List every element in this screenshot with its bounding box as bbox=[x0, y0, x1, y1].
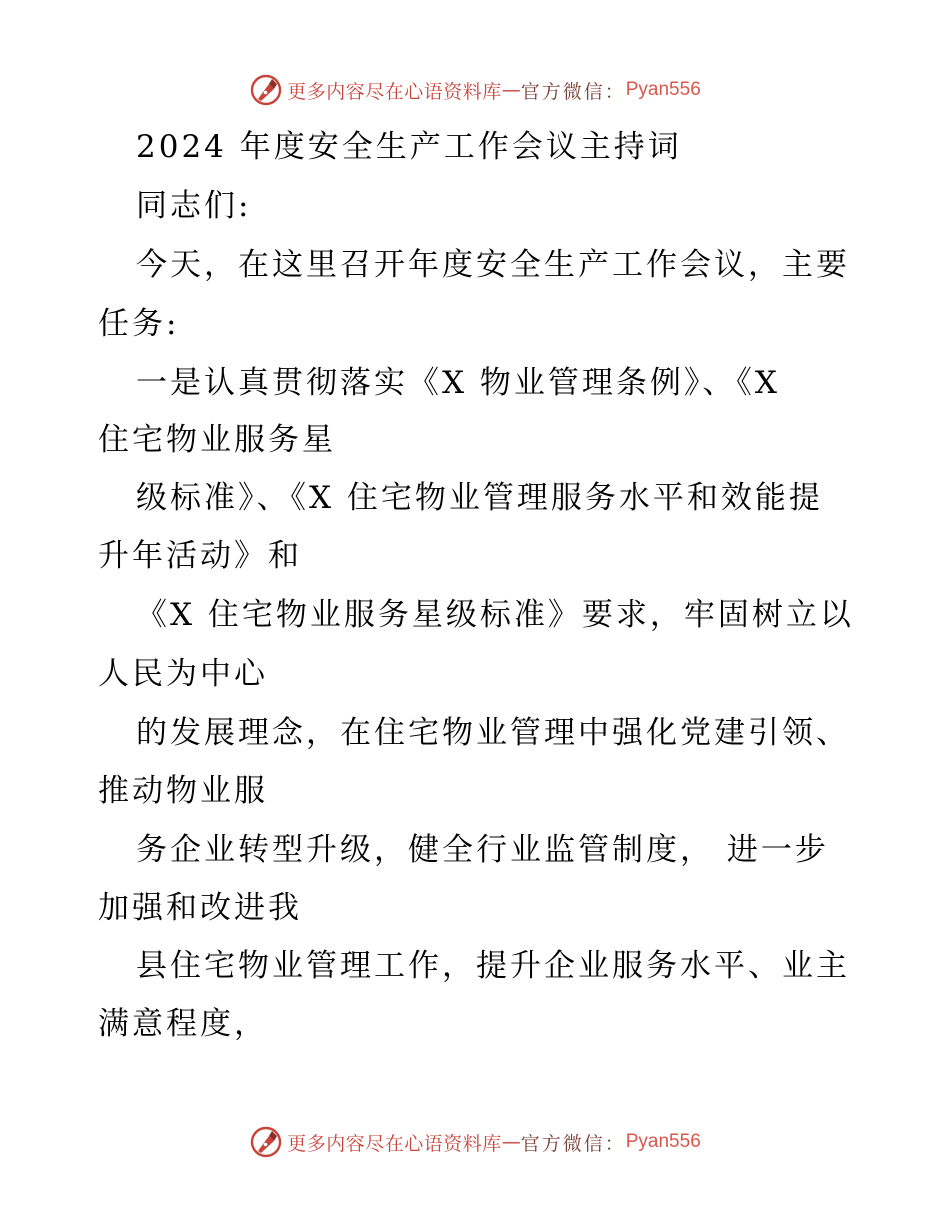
watermark-dash: — bbox=[501, 1131, 521, 1153]
paragraph-line: 升年活动》和 bbox=[98, 538, 302, 574]
paragraph-line: 的发展理念，在住宅物业管理中强化党建引领、 bbox=[136, 715, 850, 751]
watermark-wechat-label: 官方微信： bbox=[520, 80, 626, 103]
document-title: 2024 年度安全生产工作会议主持词 bbox=[136, 129, 682, 165]
watermark-main-text: 更多内容尽在心语资料库 bbox=[287, 1132, 502, 1155]
paragraph-line: 今天，在这里召开年度安全生产工作会议，主要 bbox=[136, 247, 850, 283]
paragraph-line: 人民为中心 bbox=[98, 656, 268, 692]
paragraph-line: 级标准》、《X 住宅物业管理服务水平和效能提 bbox=[136, 480, 823, 516]
paragraph-line: 住宅物业服务星 bbox=[98, 422, 336, 458]
salutation: 同志们: bbox=[136, 188, 252, 224]
watermark-wechat-label: 官方微信： bbox=[520, 1132, 626, 1155]
watermark-wechat-id: Pyan556 bbox=[625, 1131, 701, 1152]
paragraph-line: 一是认真贯彻落实《X 物业管理条例》、《X bbox=[136, 365, 780, 401]
paragraph-line: 加强和改进我 bbox=[98, 890, 302, 926]
watermark-main-text: 更多内容尽在心语资料库 bbox=[287, 80, 502, 103]
pen-nib-logo-icon bbox=[249, 1125, 283, 1159]
watermark-wechat-id: Pyan556 bbox=[625, 79, 701, 100]
paragraph-line: 满意程度， bbox=[98, 1006, 268, 1042]
footer-watermark bbox=[0, 1122, 950, 1162]
paragraph-line: 县住宅物业管理工作，提升企业服务水平、业主 bbox=[136, 948, 850, 984]
paragraph-line: 《X 住宅物业服务星级标准》要求，牢固树立以 bbox=[136, 597, 854, 633]
watermark-dash: — bbox=[501, 79, 521, 101]
paragraph-line: 推动物业服 bbox=[98, 773, 268, 809]
paragraph-line: 任务: bbox=[98, 306, 180, 342]
paragraph-line: 务企业转型升级，健全行业监管制度， 进一步 bbox=[136, 832, 829, 868]
